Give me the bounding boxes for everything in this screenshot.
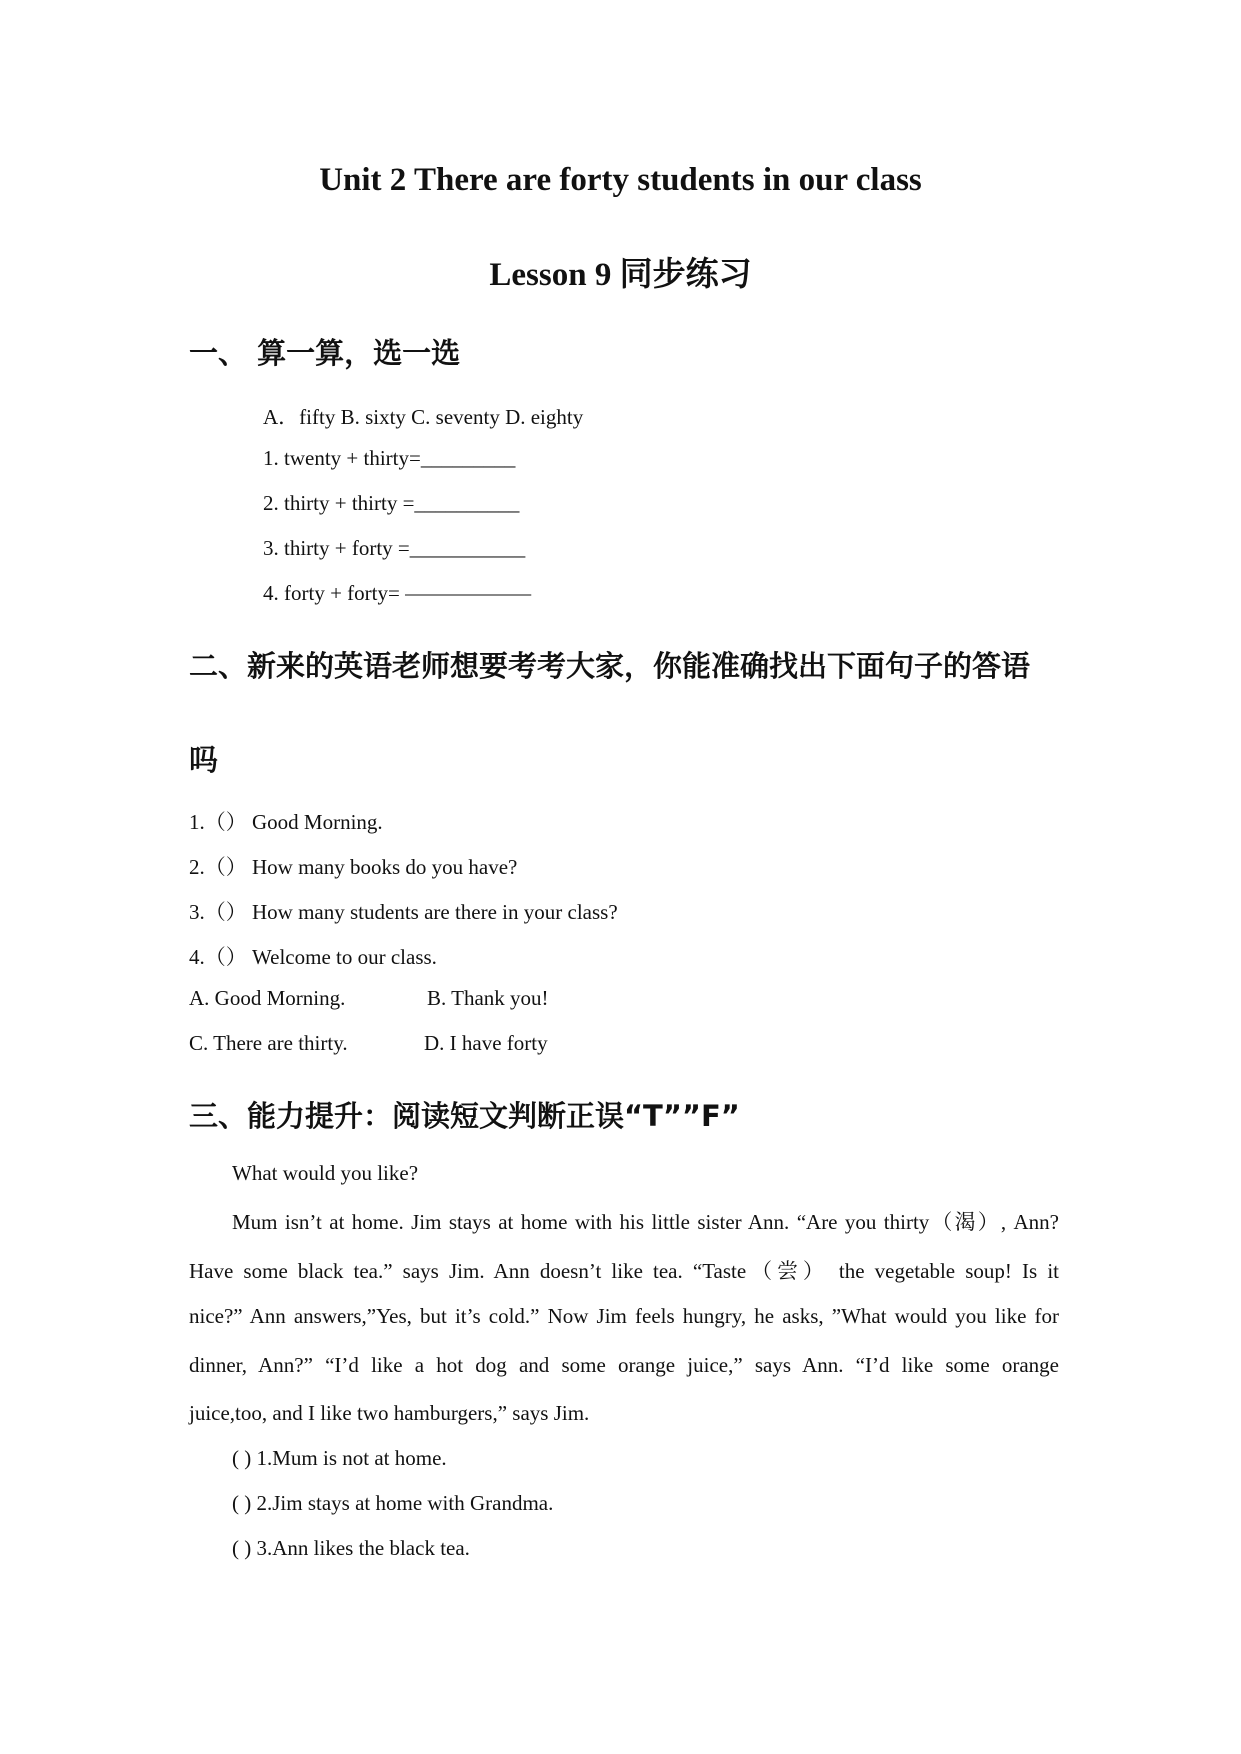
section-2-item: 2.（） How many books do you have?: [189, 855, 518, 879]
answer-option-b: B. Thank you!: [427, 986, 549, 1010]
passage-line: juice,too, and I like two hamburgers,” says Jim.: [189, 1401, 590, 1425]
section-2-heading: 二、新来的英语老师想要考考大家，你能准确找出下面句子的答语: [189, 649, 1031, 683]
section-1-item: 1. twenty + thirty=_________: [263, 446, 516, 470]
true-false-question: ( ) 3.Ann likes the black tea.: [232, 1536, 470, 1560]
true-false-question: ( ) 1.Mum is not at home.: [232, 1446, 447, 1470]
section-3-heading: 三、能力提升：阅读短文判断正误“T””F”: [189, 1099, 740, 1133]
answer-option-c: C. There are thirty.: [189, 1031, 348, 1055]
section-1-item: 3. thirty + forty =___________: [263, 536, 526, 560]
passage-title: What would you like?: [232, 1161, 419, 1185]
passage-line: Mum isn’t at home. Jim stays at home with his little sister Ann. “Are you thirty（渴）, Ann?: [232, 1210, 1059, 1234]
page-subtitle: Lesson 9 同步练习: [489, 257, 752, 293]
section-1-options: A．fifty B. sixty C. seventy D. eighty: [263, 405, 584, 429]
answer-option-a: A. Good Morning.: [189, 986, 346, 1010]
true-false-question: ( ) 2.Jim stays at home with Grandma.: [232, 1491, 554, 1515]
section-1-item: 2. thirty + thirty =__________: [263, 491, 520, 515]
passage-line: Have some black tea.” says Jim. Ann doesn’t like tea. “Taste（尝） the vegetable soup! Is it: [189, 1259, 1059, 1283]
section-1-heading: 一、 算一算，选一选: [189, 336, 461, 370]
section-2-item: 3.（） How many students are there in your class?: [189, 900, 618, 924]
section-1-item: 4. forty + forty= ——————: [263, 581, 532, 605]
answer-option-d: D. I have forty: [424, 1031, 548, 1055]
page-title: Unit 2 There are forty students in our class: [319, 162, 922, 198]
passage-line: dinner, Ann?” “I’d like a hot dog and some orange juice,” says Ann. “I’d like some orange: [189, 1353, 1059, 1377]
section-2-item: 1.（） Good Morning.: [189, 810, 383, 834]
passage-line: nice?” Ann answers,”Yes, but it’s cold.” Now Jim feels hungry, he asks, ”What would you like for: [189, 1304, 1059, 1328]
section-2-heading-continued: 吗: [189, 743, 219, 777]
section-2-item: 4.（） Welcome to our class.: [189, 945, 437, 969]
